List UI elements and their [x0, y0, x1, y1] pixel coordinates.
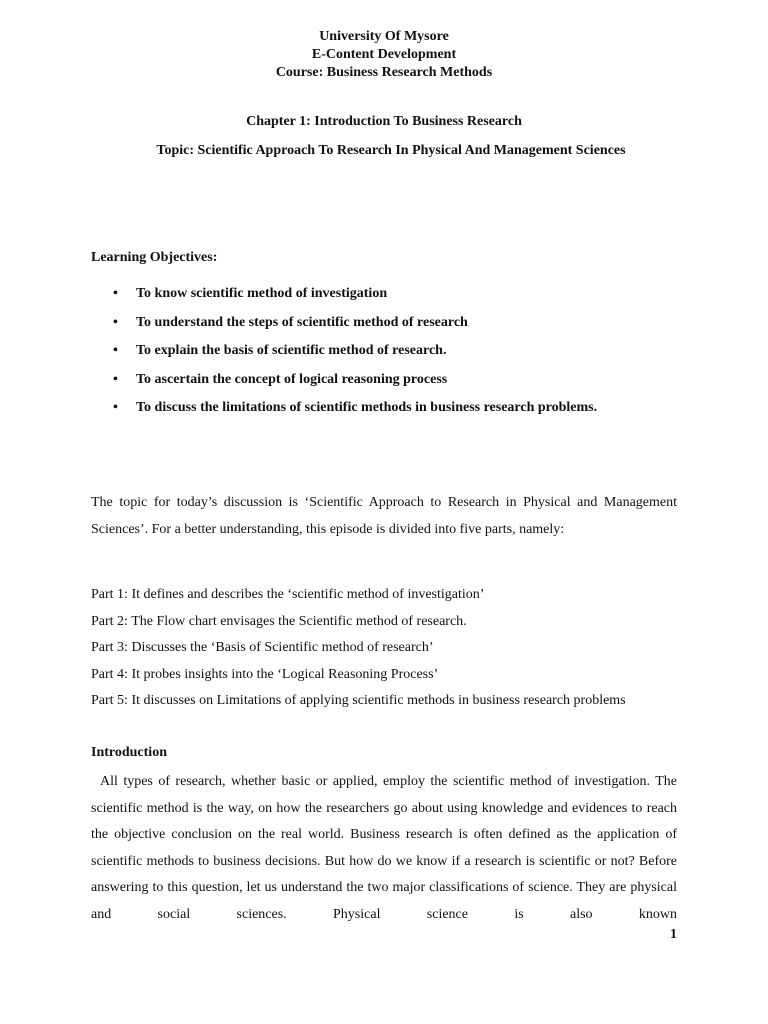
bullet-icon: •: [113, 286, 118, 301]
part-item: Part 3: Discusses the ‘Basis of Scientific method of research’: [91, 640, 434, 655]
part-item: Part 1: It defines and describes the ‘scientific method of investigation’: [91, 587, 485, 602]
introduction-heading: Introduction: [91, 745, 167, 760]
list-item: • To explain the basis of scientific method of research.: [91, 340, 597, 369]
topic-title: Topic: Scientific Approach To Research In Physical And Management Sciences: [156, 143, 626, 158]
part-item: Part 4: It probes insights into the ‘Logical Reasoning Process’: [91, 666, 439, 682]
department-name: E-Content Development: [311, 47, 457, 62]
chapter-title: Chapter 1: Introduction To Business Research: [246, 114, 522, 129]
list-item: • To understand the steps of scientific method of research: [91, 312, 597, 341]
introduction-paragraph: All types of research, whether basic or applied, employ the scientific method of investigation. The scientific method is the way, on how the researchers go about using knowledge and evidences to reach the objective conclusion on the real world. Business research is often defined as the application of scientific methods to business decisions. But how do we know if a research is scientific or not? Before answering to this question, let us understand the two major classifications of science. They are physical and social sciences. Physical science is also known: [91, 774, 677, 922]
page-number: 1: [670, 927, 677, 942]
parts-list: [91, 584, 626, 717]
learning-objectives-list: [91, 283, 597, 426]
list-item: • To ascertain the concept of logical reasoning process: [91, 369, 597, 398]
bullet-icon: •: [113, 400, 118, 416]
part-item: Part 2: The Flow chart envisages the Scientific method of research.: [91, 613, 467, 629]
bullet-icon: •: [113, 314, 118, 330]
list-item: • To know scientific method of investigation: [91, 283, 597, 312]
part-item: Part 5: It discusses on Limitations of applying scientific methods in business research problems: [91, 693, 626, 708]
bullet-icon: •: [113, 343, 118, 359]
bullet-icon: •: [113, 371, 118, 387]
course-title: Course: Business Research Methods: [275, 65, 493, 80]
university-name: University Of Mysore: [319, 29, 449, 44]
learning-objectives-heading: Learning Objectives:: [91, 250, 218, 265]
discussion-paragraph: The topic for today’s discussion is ‘Scientific Approach to Research in Physical and Management Sciences’. For a better understanding, this episode is divided into five parts, namely:: [91, 495, 677, 537]
list-item: • To discuss the limitations of scientific methods in business research problems.: [91, 397, 597, 426]
